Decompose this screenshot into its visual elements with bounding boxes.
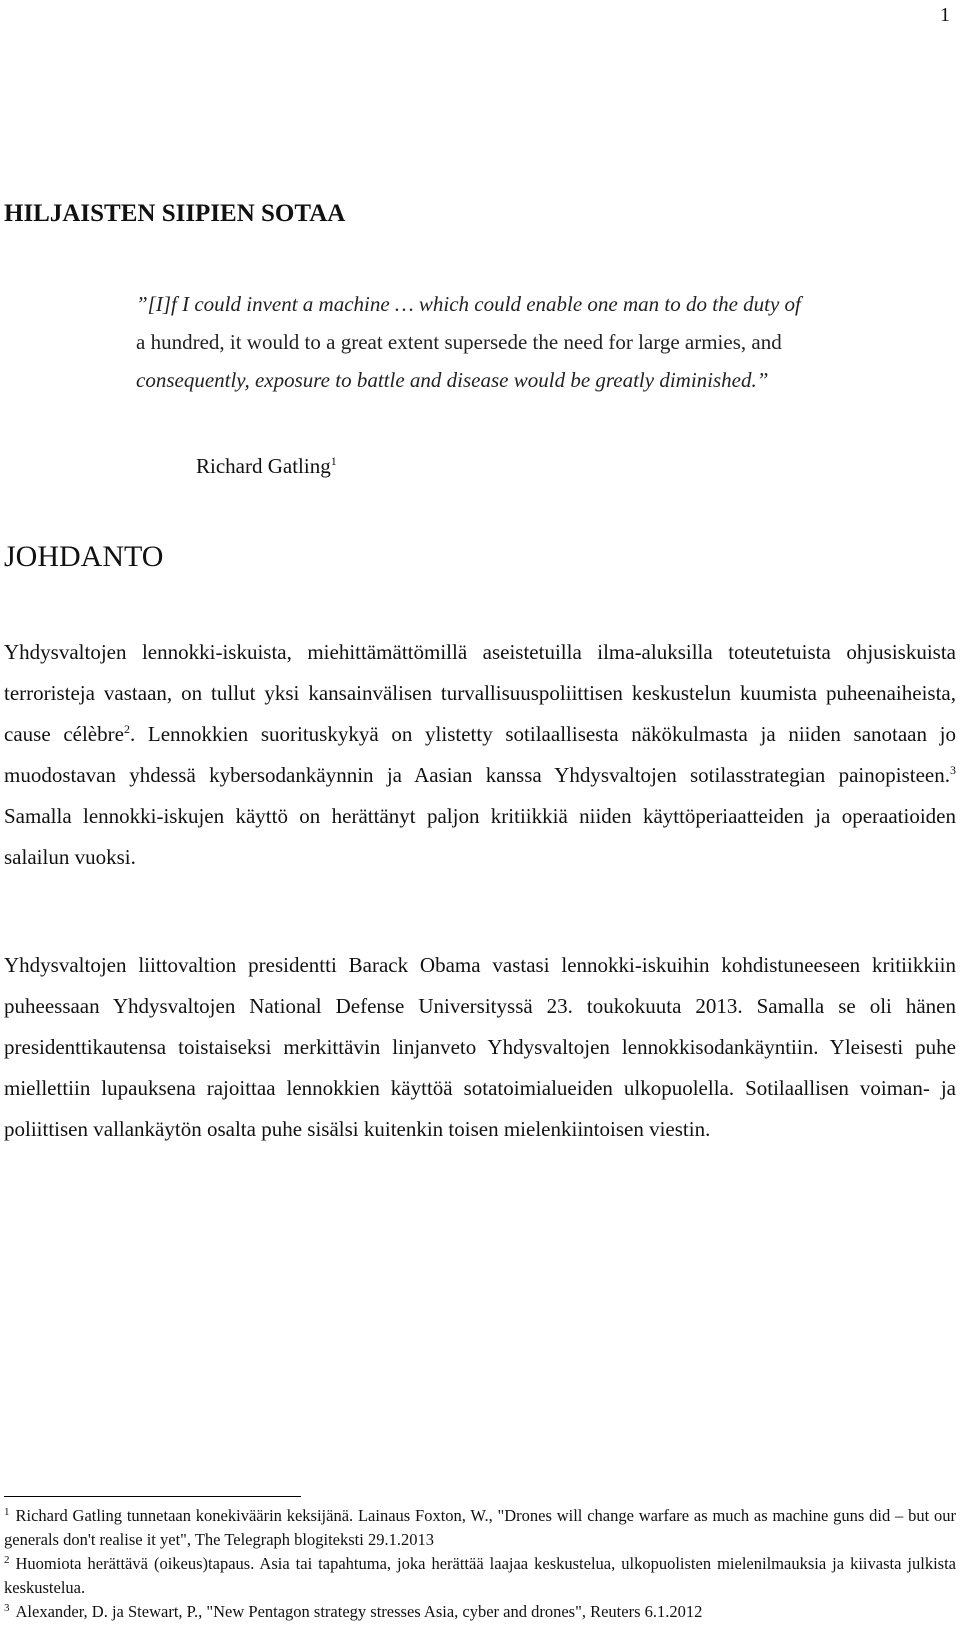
page-number: 1 [940,4,950,26]
paragraph-text: Yhdysvaltojen lennokki-iskuista, miehittämättömillä aseistetuilla ilma-aluksilla toteutetuista ohjusiskuista terroristeja vastaan, on tullut yksi kansainvälisen turvallisuuspoliittisen keskustelun kuumista puheenaiheista, cause célèbre [4,640,956,746]
document-title: HILJAISTEN SIIPIEN SOTAA [4,200,346,227]
footnote-mark: 1 [4,1505,10,1518]
footnote [4,1552,956,1600]
footnote-mark: 3 [4,1601,10,1614]
footnote [4,1504,956,1552]
footnote-ref[interactable]: 1 [330,454,337,468]
body-paragraph [4,632,956,878]
footnote-ref[interactable]: 2 [123,722,130,736]
footnote-ref[interactable]: 3 [950,763,956,777]
paragraph-text: Samalla lennokki-iskujen käyttö on herättänyt paljon kritiikkiä niiden käyttöperiaatteiden ja operaatioiden salailun vuoksi. [4,804,956,869]
footnote-divider [4,1496,301,1497]
footnote-text: Richard Gatling tunnetaan konekiväärin keksijänä. Lainaus Foxton, W., "Drones will change warfare as much as machine guns did – but our generals don't realise it yet", The Telegraph blogiteksti 29.1.2013 [4,1506,956,1549]
attribution-name: Richard Gatling [196,454,331,478]
footnotes [4,1504,956,1624]
footnote-text: Alexander, D. ja Stewart, P., "New Pentagon strategy stresses Asia, cyber and drones", Reuters 6.1.2012 [15,1602,703,1621]
quote-line: consequently, exposure to battle and disease would be greatly diminished.” [136,368,769,392]
footnote [4,1600,956,1624]
quote-attribution [196,454,337,479]
footnote-mark: 2 [4,1553,10,1566]
paragraph-text: . Lennokkien suorituskykyä on ylistetty sotilaallisesta näkökulmasta ja niiden sanotaan jo muodostavan yhdessä kybersodankäynnin ja Aasian kanssa Yhdysvaltojen sotilasstrategian painopisteen. [4,722,957,787]
footnote-text: Huomiota herättävä (oikeus)tapaus. Asia tai tapahtuma, joka herättää laajaa keskustelua, ulkopuolisten mielenilmauksia ja kiivasta julkista keskustelua. [4,1554,956,1597]
epigraph-quote [136,285,896,399]
quote-line: ”[I]f I could invent a machine … which could enable one man to do the duty of [136,292,801,316]
body-paragraph: Yhdysvaltojen liittovaltion presidentti Barack Obama vastasi lennokki-iskuihin kohdistuneeseen kritiikkiin puheessaan Yhdysvaltojen National Defense Universityssä 23. toukokuuta 2013. Samalla se oli hänen presidenttikautensa toistaiseksi merkittävin linjanveto Yhdysvaltojen lennokkisodankäyntiin. Yleisesti puhe miellettiin lupauksena rajoittaa lennokkien käyttöä sotatoimialueiden ulkopuolella. Sotilaallisen voiman- ja poliittisen vallankäytön osalta puhe sisälsi kuitenkin toisen mielenkiintoisen viestin. [4,953,956,1141]
quote-line: a hundred, it would to a great extent supersede the need for large armies, and [136,330,782,354]
section-heading: JOHDANTO [4,540,164,573]
